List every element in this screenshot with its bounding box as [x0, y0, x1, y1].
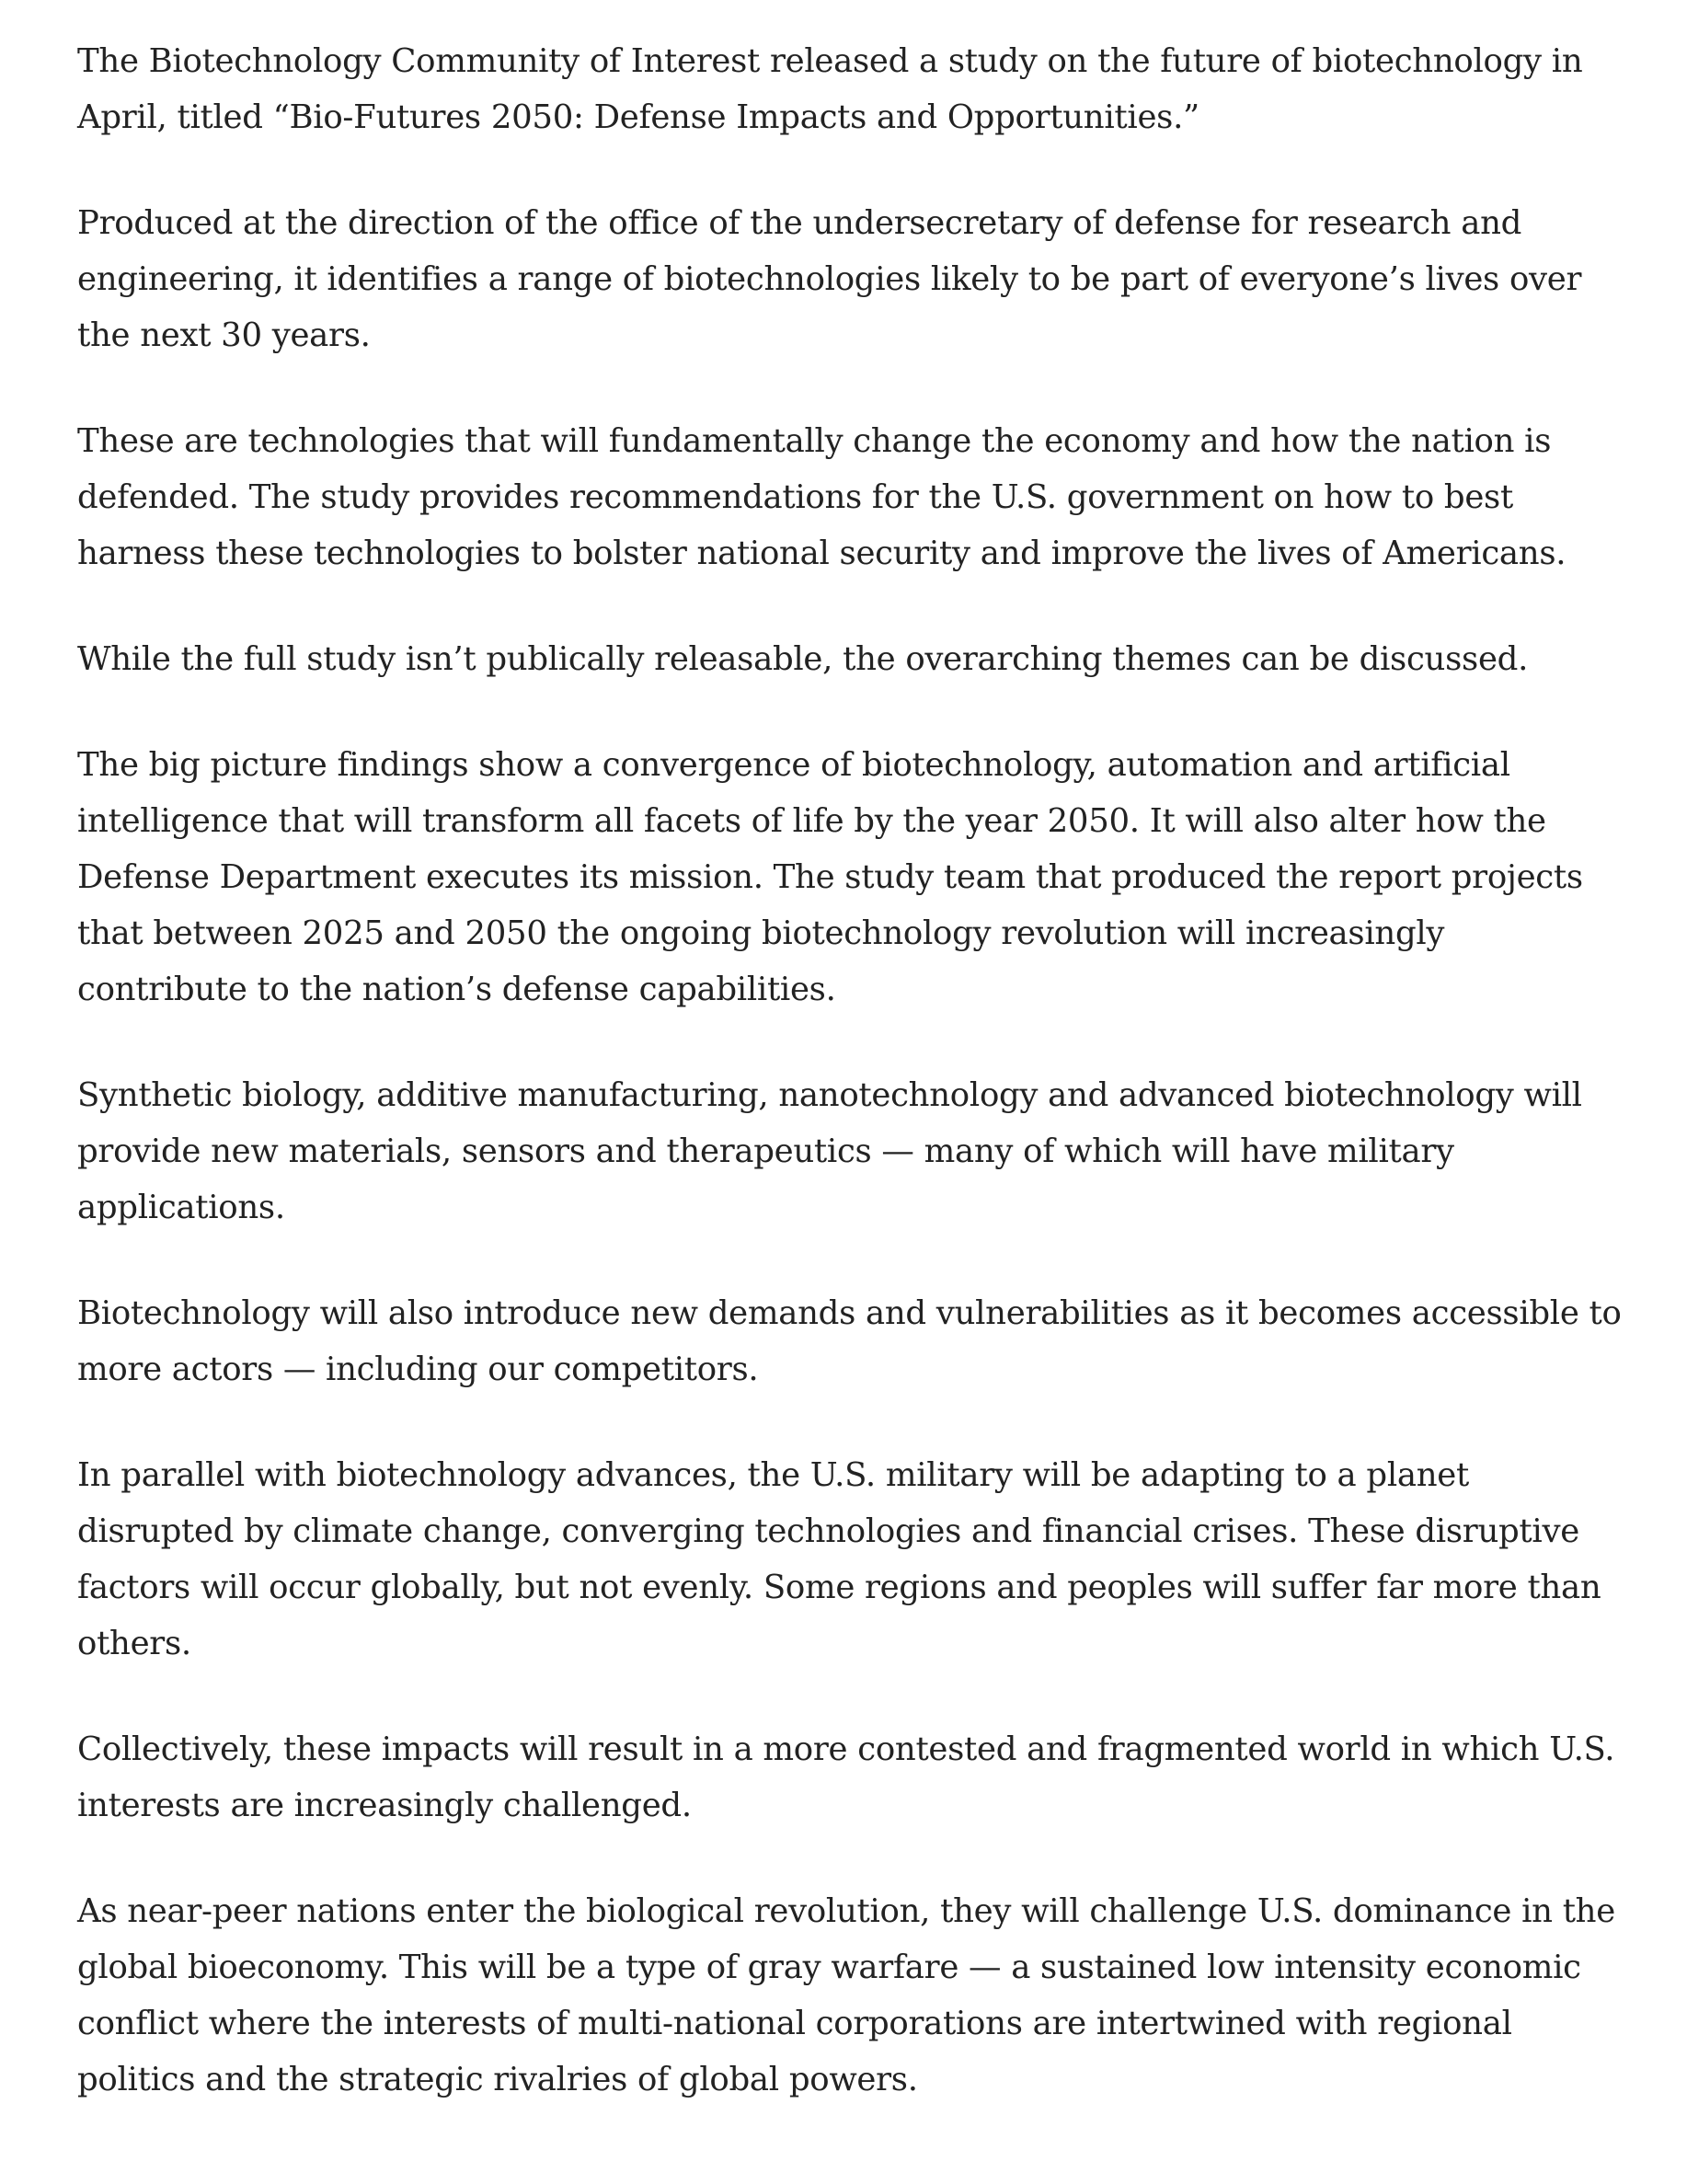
- article-body: [77, 33, 1623, 2157]
- paragraph: As near-peer nations enter the biological revolution, they will challenge U.S. dominance in the global bioeconomy. This will be a type of gray warfare — a sustained low intensity economic conflict where the interests of multi-national corporations are intertwined with regional politics and the strategic rivalries of global powers.: [77, 1892, 1615, 2098]
- paragraph: Collectively, these impacts will result in a more contested and fragmented world in which U.S. interests are increasingly challenged.: [77, 1730, 1615, 1824]
- paragraph: Produced at the direction of the office of the undersecretary of defense for research and engineering, it identifies a range of biotechnologies likely to be part of everyone’s lives over the next 30 years.: [77, 204, 1582, 354]
- paragraph: Synthetic biology, additive manufacturing, nanotechnology and advanced biotechnology will provide new materials, sensors and therapeutics — many of which will have military applications.: [77, 1076, 1582, 1226]
- paragraph: Biotechnology will also introduce new demands and vulnerabilities as it becomes accessible to more actors — including our competitors.: [77, 1294, 1622, 1388]
- paragraph: The Biotechnology Community of Interest released a study on the future of biotechnology in April, titled “Bio-Futures 2050: Defense Impacts and Opportunities.”: [77, 42, 1583, 136]
- paragraph: These are technologies that will fundamentally change the economy and how the nation is defended. The study provides recommendations for the U.S. government on how to best harness these technologies to bolster national security and improve the lives of Americans.: [77, 422, 1566, 572]
- paragraph: The big picture findings show a convergence of biotechnology, automation and artificial intelligence that will transform all facets of life by the year 2050. It will also alter how the Defense Department executes its mission. The study team that produced the report projects that between 2025 and 2050 the ongoing biotechnology revolution will increasingly contribute to the nation’s defense capabilities.: [77, 746, 1583, 1008]
- paragraph: While the full study isn’t publically releasable, the overarching themes can be discussed.: [77, 640, 1529, 678]
- paragraph: In parallel with biotechnology advances, the U.S. military will be adapting to a planet disrupted by climate change, converging technologies and financial crises. These disruptive factors will occur globally, but not evenly. Some regions and peoples will suffer far more than others.: [77, 1456, 1601, 1662]
